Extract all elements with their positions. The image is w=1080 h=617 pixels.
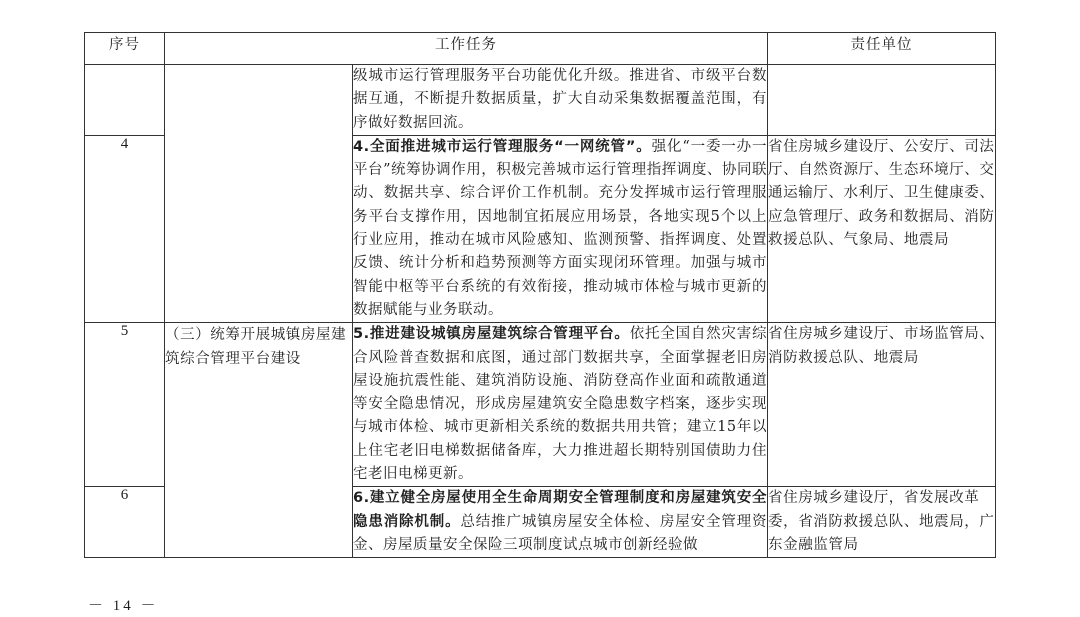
category-cell: （三）统筹开展城镇房屋建筑综合管理平台建设 [165,323,353,558]
task-cell [353,135,768,322]
unit-cell: 省住房城乡建设厅、公安厅、司法厅、自然资源厅、生态环境厅、交通运输厅、水利厅、卫生健康委、应急管理厅、政务和数据局、消防救援总队、气象局、地震局 [768,135,996,322]
task-cell [353,65,768,136]
table-row [85,65,996,136]
task-cell [353,323,768,487]
task-table [84,32,996,558]
table-header-row [85,33,996,65]
category-cell-continued [165,65,353,323]
row-number: 4 [85,135,165,322]
task-text: 总结推广城镇房屋安全体检、房屋安全管理资金、房屋质量安全保险三项制度试点城市创新经验做 [353,513,768,553]
header-task: 工作任务 [165,33,768,65]
task-lead: 6.建立健全房屋使用全生命周期安全管理制度和房屋建筑安全隐患消除机制。 [353,490,767,530]
header-unit: 责任单位 [768,33,996,65]
row-number [85,65,165,136]
unit-cell [768,65,996,136]
row-number: 6 [85,487,165,558]
task-text: 级城市运行管理服务平台功能优化升级。推进省、市级平台数据互通，不断提升数据质量，扩大自动采集数据覆盖范围，有序做好数据回流。 [353,68,767,131]
page-number: － 14 － [88,598,159,614]
task-text: 依托全国自然灾害综合风险普查数据和底图，通过部门数据共享，全面掌握老旧房屋设施抗震性能、建筑消防设施、消防登高作业面和疏散通道等安全隐患情况，形成房屋建筑安全隐患数字档案，逐步实现与城市体检、城市更新相关系统的数据共用共管；建立15年以上住宅老旧电梯数据储备库，大力推进超长期特别国债助力住宅老旧电梯更新。 [353,326,767,483]
unit-cell: 省住房城乡建设厅，省发展改革委，省消防救援总队、地震局，广东金融监管局 [768,487,996,558]
task-lead: 5.推进建设城镇房屋建筑综合管理平台。 [353,326,630,343]
table-row [85,323,996,487]
row-number: 5 [85,323,165,487]
unit-cell: 省住房城乡建设厅、市场监管局、消防救援总队、地震局 [768,323,996,487]
task-cell [353,487,768,558]
task-text: 强化“一委一办一平台”统筹协调作用，积极完善城市运行管理指挥调度、协同联动、数据共享、综合评价工作机制。充分发挥城市运行管理服务平台支撑作用，因地制宜拓展应用场景，各地实现5个以上行业应用，推动在城市风险感知、监测预警、指挥调度、处置反馈、统计分析和趋势预测等方面实现闭环管理。加强与城市智能中枢等平台系统的有效衔接，推动城市体检与城市更新的数据赋能与业务联动。 [353,138,767,318]
task-lead: 4.全面推进城市运行管理服务“一网统管”。 [353,138,652,155]
header-no: 序号 [85,33,165,65]
